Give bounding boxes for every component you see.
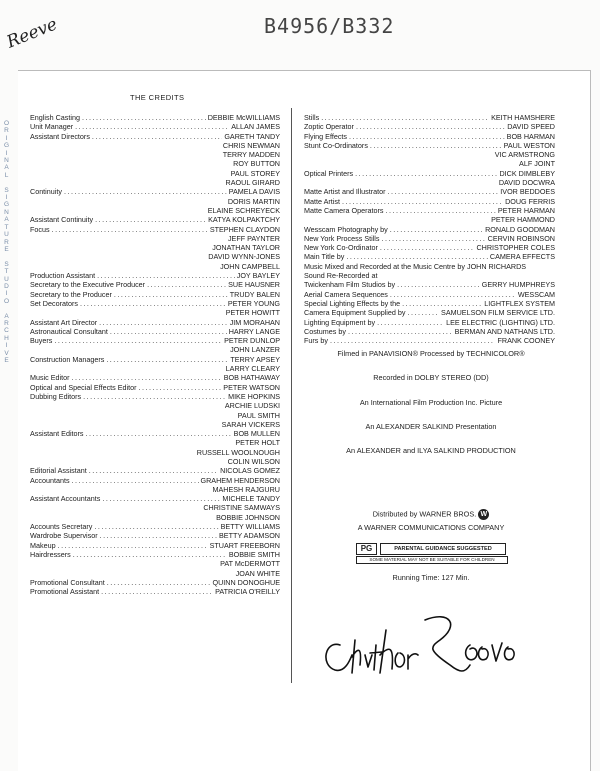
credit-name: DAVID SPEED <box>507 122 555 132</box>
credit-role: Continuity <box>30 187 62 197</box>
credit-name: FRANK COONEY <box>497 336 555 346</box>
credit-name: KATYA KOLPAKTCHY <box>208 215 280 225</box>
left-credit-row <box>30 448 280 457</box>
credit-name: GARETH TANDY <box>224 131 280 141</box>
credit-role: Assistant Continuity <box>30 215 94 225</box>
left-credit-row <box>30 215 280 224</box>
left-credit-row <box>30 290 280 299</box>
credit-role: New York Co-Ordinator <box>304 243 378 253</box>
credit-name: BERMAN AND NATHANS LTD. <box>454 326 555 336</box>
credit-name: PETER HOWITT <box>225 308 280 318</box>
pg-badge: PG <box>356 543 377 555</box>
credit-role: Buyers <box>30 336 53 346</box>
credit-name: SARAH VICKERS <box>221 419 280 429</box>
right-credit-row <box>304 262 555 271</box>
credit-name: PAUL WESTON <box>503 140 555 150</box>
left-credit-row <box>30 531 280 540</box>
credit-role: Focus <box>30 224 50 234</box>
handwritten-catalog-number: B4956/B332 <box>264 14 395 38</box>
credit-role: Stunt Co-Ordinators <box>304 140 368 150</box>
right-credit-row <box>304 206 555 215</box>
credit-name: LEE ELECTRIC (LIGHTING) LTD. <box>446 317 555 327</box>
credit-name: DOUG FERRIS <box>505 196 555 206</box>
credit-name: BOB HARMAN <box>506 131 555 141</box>
credit-name: ELAINE SCHREYECK <box>207 205 280 215</box>
credit-name: PATRICIA O'REILLY <box>215 587 280 597</box>
rating-box <box>356 543 506 565</box>
running-time: Running Time: 127 Min. <box>392 573 470 582</box>
credit-name: MICHELE TANDY <box>222 494 280 504</box>
left-credit-row <box>30 150 280 159</box>
credit-name: DAVID DOCWRA <box>498 178 555 188</box>
left-credit-row <box>30 541 280 550</box>
distributed-by-text: Distributed by WARNER BROS. <box>372 509 477 519</box>
international-picture-line: An International Film Production Inc. Picture <box>359 398 503 407</box>
distributed-by-line <box>300 509 562 520</box>
credit-role: Zoptic Operator <box>304 122 354 132</box>
right-credit-row <box>304 336 555 345</box>
credit-name: PETER HARMAN <box>497 205 555 215</box>
credit-role: Promotional Consultant <box>30 577 105 587</box>
credits-heading: THE CREDITS <box>130 93 185 102</box>
salkind-production-line: An ALEXANDER and ILYA SALKIND PRODUCTION <box>346 446 516 455</box>
credit-role: Music Mixed and Recorded at the Music Centre by JOHN RICHARDS <box>304 261 527 271</box>
credit-name: RUSSELL WOOLNOUGH <box>196 447 280 457</box>
credit-role: Music Editor <box>30 373 70 383</box>
right-credit-row <box>304 252 555 261</box>
credit-name: WESSCAM <box>517 289 555 299</box>
credit-name: DAVID WYNN-JONES <box>208 252 280 262</box>
right-credit-row <box>304 271 555 280</box>
credit-name: BOBBIE SMITH <box>228 549 280 559</box>
right-credit-row <box>304 122 555 131</box>
left-credit-row <box>30 169 280 178</box>
left-credit-row <box>30 197 280 206</box>
credit-name: QUINN DONOGHUE <box>212 577 280 587</box>
left-credit-row <box>30 159 280 168</box>
left-credit-row <box>30 578 280 587</box>
credits-left-column <box>30 113 280 596</box>
right-credit-row <box>304 187 555 196</box>
credit-role: Flying Effects <box>304 131 348 141</box>
credit-role: Twickenham Film Studios by <box>304 280 396 290</box>
credit-name: JEFF PAYNTER <box>227 233 280 243</box>
right-credit-row <box>304 141 555 150</box>
recorded-in-line: Recorded in DOLBY STEREO (DD) <box>373 373 489 382</box>
handwritten-name: Reeve <box>4 14 61 53</box>
credit-role: Editorial Assistant <box>30 466 87 476</box>
credit-name: SAMUELSON FILM SERVICE LTD. <box>441 308 555 318</box>
salkind-presentation-line: An ALEXANDER SALKIND Presentation <box>365 422 497 431</box>
credit-name: PAT McDERMOTT <box>220 559 280 569</box>
left-credit-row <box>30 494 280 503</box>
credit-name: STUART FREEBORN <box>209 540 280 550</box>
credit-name: JONATHAN TAYLOR <box>212 243 280 253</box>
right-credit-row <box>304 215 555 224</box>
left-credit-row <box>30 225 280 234</box>
credit-role: Set Decorators <box>30 298 78 308</box>
credit-role: Makeup <box>30 540 56 550</box>
credit-name: ARCHIE LUDSKI <box>224 401 280 411</box>
credit-name: CHRISTINE SAMWAYS <box>203 503 280 513</box>
credit-name: COLIN WILSON <box>227 456 280 466</box>
credit-name: BOB HATHAWAY <box>223 373 280 383</box>
left-credit-row <box>30 318 280 327</box>
credit-name: GERRY HUMPHREYS <box>481 280 555 290</box>
credit-role: Dubbing Editors <box>30 391 82 401</box>
credit-name: NICOLAS GOMEZ <box>220 466 280 476</box>
credit-name: CAMERA EFFECTS <box>489 252 555 262</box>
right-credit-row <box>304 132 555 141</box>
right-credit-row <box>304 159 555 168</box>
credit-role: Assistant Art Director <box>30 317 98 327</box>
credit-name: SUE HAUSNER <box>228 280 280 290</box>
credit-name: PETER HOLT <box>235 438 280 448</box>
left-credit-row <box>30 187 280 196</box>
left-credit-row <box>30 252 280 261</box>
credit-name: JIM MORAHAN <box>229 317 280 327</box>
credit-role: Hairdressers <box>30 549 71 559</box>
right-credit-row <box>304 113 555 122</box>
left-credit-row <box>30 485 280 494</box>
right-credit-row <box>304 299 555 308</box>
left-credit-row <box>30 373 280 382</box>
left-credit-row <box>30 429 280 438</box>
credit-name: BOB MULLEN <box>233 429 280 439</box>
credit-role: Optical Printers <box>304 168 354 178</box>
credit-name: JOAN WHITE <box>235 568 280 578</box>
credit-name: HARRY LANGE <box>228 326 280 336</box>
credits-right-column <box>304 113 555 345</box>
credit-role: Assistant Directors <box>30 131 90 141</box>
left-credit-row <box>30 113 280 122</box>
credit-role: Stills <box>304 113 320 122</box>
left-credit-row <box>30 383 280 392</box>
credit-role: New York Process Stills <box>304 233 380 243</box>
credit-name: STEPHEN CLAYDON <box>209 224 280 234</box>
right-credit-row <box>304 234 555 243</box>
left-credit-row <box>30 503 280 512</box>
right-credit-row <box>304 197 555 206</box>
credit-name: JOY BAYLEY <box>236 271 280 281</box>
credit-name: TERRY MADDEN <box>222 150 280 160</box>
credit-role: Construction Managers <box>30 354 105 364</box>
left-credit-row <box>30 550 280 559</box>
credit-role: Matte Artist and Illustrator <box>304 187 386 197</box>
left-credit-row <box>30 122 280 131</box>
credit-role: Accountants <box>30 475 70 485</box>
credit-role: Costumes by <box>304 326 346 336</box>
credit-name: DICK DIMBLEBY <box>499 168 555 178</box>
credit-role: Secretary to the Producer <box>30 289 112 299</box>
rating-subtext: SOME MATERIAL MAY NOT BE SUITABLE FOR CHILDREN <box>356 556 508 564</box>
credit-name: DEBBIE McWILLIAMS <box>207 113 280 122</box>
credit-role: Wesscam Photography by <box>304 224 388 234</box>
credit-role: Sound Re-Recorded at <box>304 271 378 281</box>
credit-name: IVOR BEDDOES <box>500 187 555 197</box>
right-credit-row <box>304 178 555 187</box>
right-credit-row <box>304 280 555 289</box>
credit-name: PAUL STOREY <box>230 168 280 178</box>
right-credit-row <box>304 290 555 299</box>
credit-name: JOHN CAMPBELL <box>220 261 280 271</box>
credit-role: Special Lighting Effects by the <box>304 298 401 308</box>
credit-role: Optical and Special Effects Editor <box>30 382 137 392</box>
credit-role: Unit Manager <box>30 122 74 132</box>
credit-role: Main Title by <box>304 252 345 262</box>
credit-role: Wardrobe Supervisor <box>30 531 98 541</box>
credit-name: MAHESH RAJGURU <box>212 484 280 494</box>
credit-role: Production Assistant <box>30 271 96 281</box>
left-credit-row <box>30 327 280 336</box>
credit-name: CHRISTOPHER COLES <box>476 243 555 253</box>
left-credit-row <box>30 411 280 420</box>
credit-role: Matte Artist <box>304 196 340 206</box>
left-credit-row <box>30 206 280 215</box>
right-credit-row <box>304 327 555 336</box>
credit-name: BOBBIE JOHNSON <box>216 512 280 522</box>
credit-name: ALF JOINT <box>519 159 555 169</box>
left-credit-row <box>30 466 280 475</box>
autograph-signature <box>310 585 530 685</box>
credit-name: LIGHTFLEX SYSTEM <box>484 298 555 308</box>
credit-name: RAOUL GIRARD <box>225 178 280 188</box>
left-credit-row <box>30 299 280 308</box>
left-credit-row <box>30 355 280 364</box>
credit-name: KEITH HAMSHERE <box>491 113 555 122</box>
credit-name: RONALD GOODMAN <box>485 224 555 234</box>
credit-role: Secretary to the Executive Producer <box>30 280 146 290</box>
credit-name: BETTY ADAMSON <box>219 531 280 541</box>
left-credit-row <box>30 262 280 271</box>
warner-communications-line: A WARNER COMMUNICATIONS COMPANY <box>357 523 505 532</box>
credit-name: PETER HAMMOND <box>491 215 555 225</box>
column-divider <box>291 108 292 683</box>
credit-name: CHRIS NEWMAN <box>222 140 280 150</box>
credit-name: CERVIN ROBINSON <box>487 233 555 243</box>
parental-guidance-text: PARENTAL GUIDANCE SUGGESTED <box>380 543 506 555</box>
credit-name: DORIS MARTIN <box>227 196 280 206</box>
credit-role: Lighting Equipment by <box>304 317 376 327</box>
vertical-strip-text: O R I G I N A L S I G N A T U R E S T U D I O A R C H I V E <box>3 120 10 364</box>
right-credit-row <box>304 169 555 178</box>
left-credit-row <box>30 141 280 150</box>
credit-name: LARRY CLEARY <box>225 364 280 374</box>
filmed-in-line: Filmed in PANAVISION® Processed by TECHNICOLOR® <box>337 349 525 358</box>
left-credit-row <box>30 569 280 578</box>
right-credit-row <box>304 243 555 252</box>
left-credit-row <box>30 559 280 568</box>
credit-role: English Casting <box>30 113 80 122</box>
warner-bros-logo-icon: W <box>478 509 489 520</box>
left-credit-row <box>30 345 280 354</box>
credit-name: PETER DUNLOP <box>224 336 280 346</box>
left-credit-row <box>30 271 280 280</box>
right-credit-row <box>304 225 555 234</box>
left-credit-row <box>30 401 280 410</box>
right-credit-row <box>304 308 555 317</box>
credit-name: PETER YOUNG <box>227 298 280 308</box>
credit-role: Assistant Accountants <box>30 494 101 504</box>
credit-name: PAMELA DAVIS <box>228 187 280 197</box>
left-credit-row <box>30 336 280 345</box>
credit-name: PETER WATSON <box>223 382 280 392</box>
left-credit-row <box>30 132 280 141</box>
left-credit-row <box>30 457 280 466</box>
left-credit-row <box>30 178 280 187</box>
credit-name: TERRY APSEY <box>230 354 280 364</box>
credit-name: MIKE HOPKINS <box>228 391 280 401</box>
credit-name: GRAHEM HENDERSON <box>200 475 280 485</box>
credit-role: Promotional Assistant <box>30 587 100 597</box>
left-credit-row <box>30 243 280 252</box>
credit-role: Aerial Camera Sequences <box>304 289 388 299</box>
credit-name: BETTY WILLIAMS <box>220 522 280 532</box>
left-credit-row <box>30 308 280 317</box>
left-credit-row <box>30 587 280 596</box>
left-credit-row <box>30 280 280 289</box>
credit-name: PAUL SMITH <box>237 410 280 420</box>
credit-name: JOHN LANZER <box>230 345 280 355</box>
credit-name: ROY BUTTON <box>233 159 280 169</box>
left-credit-row <box>30 476 280 485</box>
right-credit-row <box>304 150 555 159</box>
left-credit-row <box>30 513 280 522</box>
credit-role: Accounts Secretary <box>30 522 93 532</box>
left-credit-row <box>30 234 280 243</box>
right-credit-row <box>304 318 555 327</box>
credit-name: ALLAN JAMES <box>231 122 280 132</box>
credit-name: VIC ARMSTRONG <box>494 150 555 160</box>
credit-role: Matte Camera Operators <box>304 205 384 215</box>
credit-role: Astronautical Consultant <box>30 326 108 336</box>
credit-role: Assistant Editors <box>30 429 84 439</box>
left-credit-row <box>30 522 280 531</box>
left-credit-row <box>30 420 280 429</box>
credit-name: TRUDY BALEN <box>229 289 280 299</box>
left-credit-row <box>30 392 280 401</box>
credit-role: Camera Equipment Supplied by <box>304 308 406 318</box>
credit-role: Furs by <box>304 336 328 346</box>
left-credit-row <box>30 364 280 373</box>
left-credit-row <box>30 438 280 447</box>
